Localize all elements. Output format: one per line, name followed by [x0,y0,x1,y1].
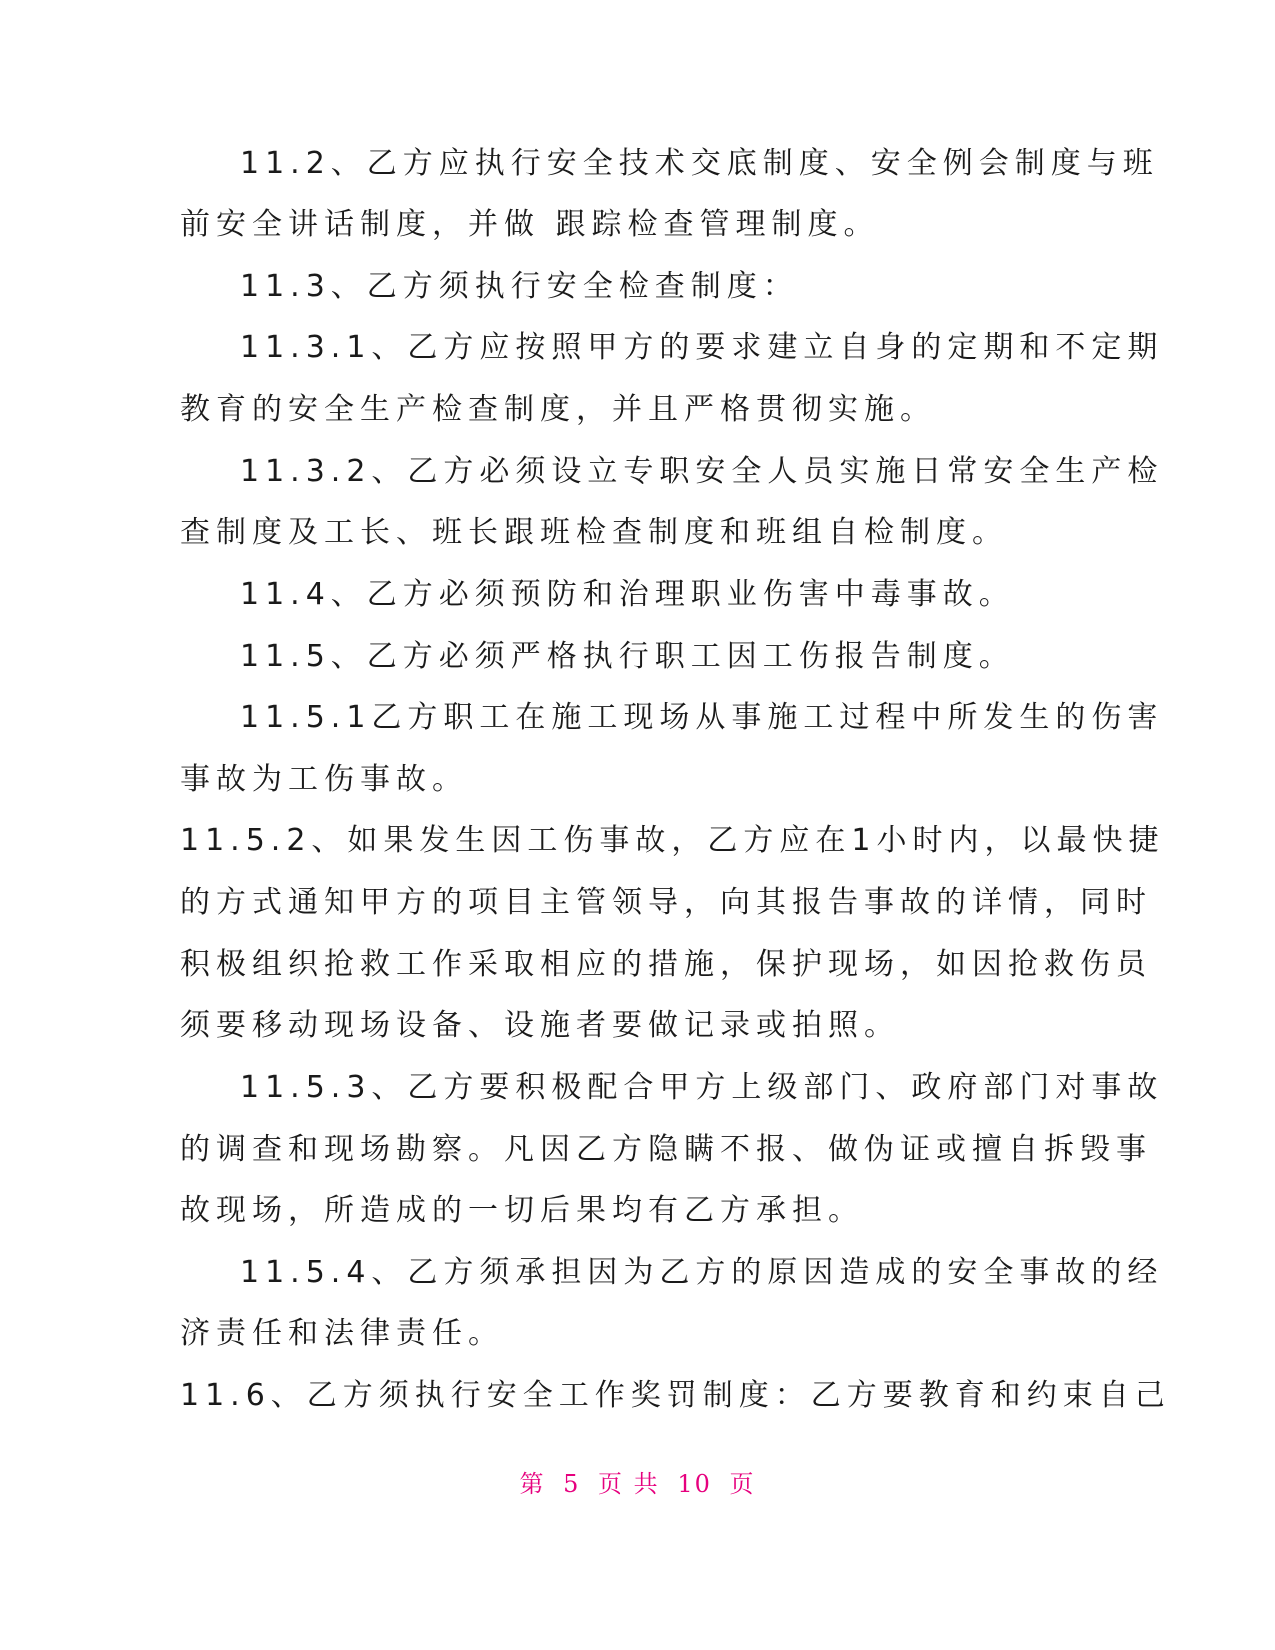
paragraph-11-5-3-line-3: 故现场，所造成的一切后果均有乙方承担。 [180,1193,864,1228]
paragraph-11-5-3-line-2: 的调查和现场勘察。凡因乙方隐瞒不报、做伪证或擅自拆毁事 [180,1132,1152,1167]
paragraph-11-6-line-1: 11.6、乙方须执行安全工作奖罚制度：乙方要教育和约束自己 [180,1378,1171,1413]
footer-total-pages: 10 [677,1470,712,1498]
footer-middle: 页 共 [598,1470,660,1498]
paragraph-11-5-3-line-1: 11.5.3、乙方要积极配合甲方上级部门、政府部门对事故 [240,1070,1164,1105]
paragraph-11-5-1-line-1: 11.5.1乙方职工在施工现场从事施工过程中所发生的伤害 [240,700,1164,735]
footer-prefix: 第 [519,1470,546,1498]
paragraph-11-2-line-1: 11.2、乙方应执行安全技术交底制度、安全例会制度与班 [240,146,1159,181]
page-footer [0,1464,1275,1499]
footer-current-page: 5 [563,1470,581,1498]
footer-suffix: 页 [729,1470,756,1498]
paragraph-11-5-1-line-2: 事故为工伤事故。 [180,762,468,797]
paragraph-11-5-2-line-2: 的方式通知甲方的项目主管领导，向其报告事故的详情，同时 [180,885,1152,920]
paragraph-11-5-2-line-4: 须要移动现场设备、设施者要做记录或拍照。 [180,1008,900,1043]
paragraph-11-3-2-line-1: 11.3.2、乙方必须设立专职安全人员实施日常安全生产检 [240,454,1164,489]
paragraph-11-3-1-line-2: 教育的安全生产检查制度，并且严格贯彻实施。 [180,392,936,427]
paragraph-11-5: 11.5、乙方必须严格执行职工因工伤报告制度。 [240,639,1015,674]
paragraph-11-3-1-line-1: 11.3.1、乙方应按照甲方的要求建立自身的定期和不定期 [240,330,1164,365]
paragraph-11-2-line-2: 前安全讲话制度，并做 跟踪检查管理制度。 [180,207,880,242]
paragraph-11-5-2-line-1: 11.5.2、如果发生因工伤事故，乙方应在1小时内，以最快捷 [180,823,1165,858]
paragraph-11-3-2-line-2: 查制度及工长、班长跟班检查制度和班组自检制度。 [180,515,1008,550]
paragraph-11-5-4-line-2: 济责任和法律责任。 [180,1316,504,1351]
paragraph-11-5-2-line-3: 积极组织抢救工作采取相应的措施，保护现场，如因抢救伤员 [180,947,1152,982]
paragraph-11-5-4-line-1: 11.5.4、乙方须承担因为乙方的原因造成的安全事故的经 [240,1255,1164,1290]
paragraph-11-3: 11.3、乙方须执行安全检查制度： [240,269,799,304]
paragraph-11-4: 11.4、乙方必须预防和治理职业伤害中毒事故。 [240,577,1015,612]
